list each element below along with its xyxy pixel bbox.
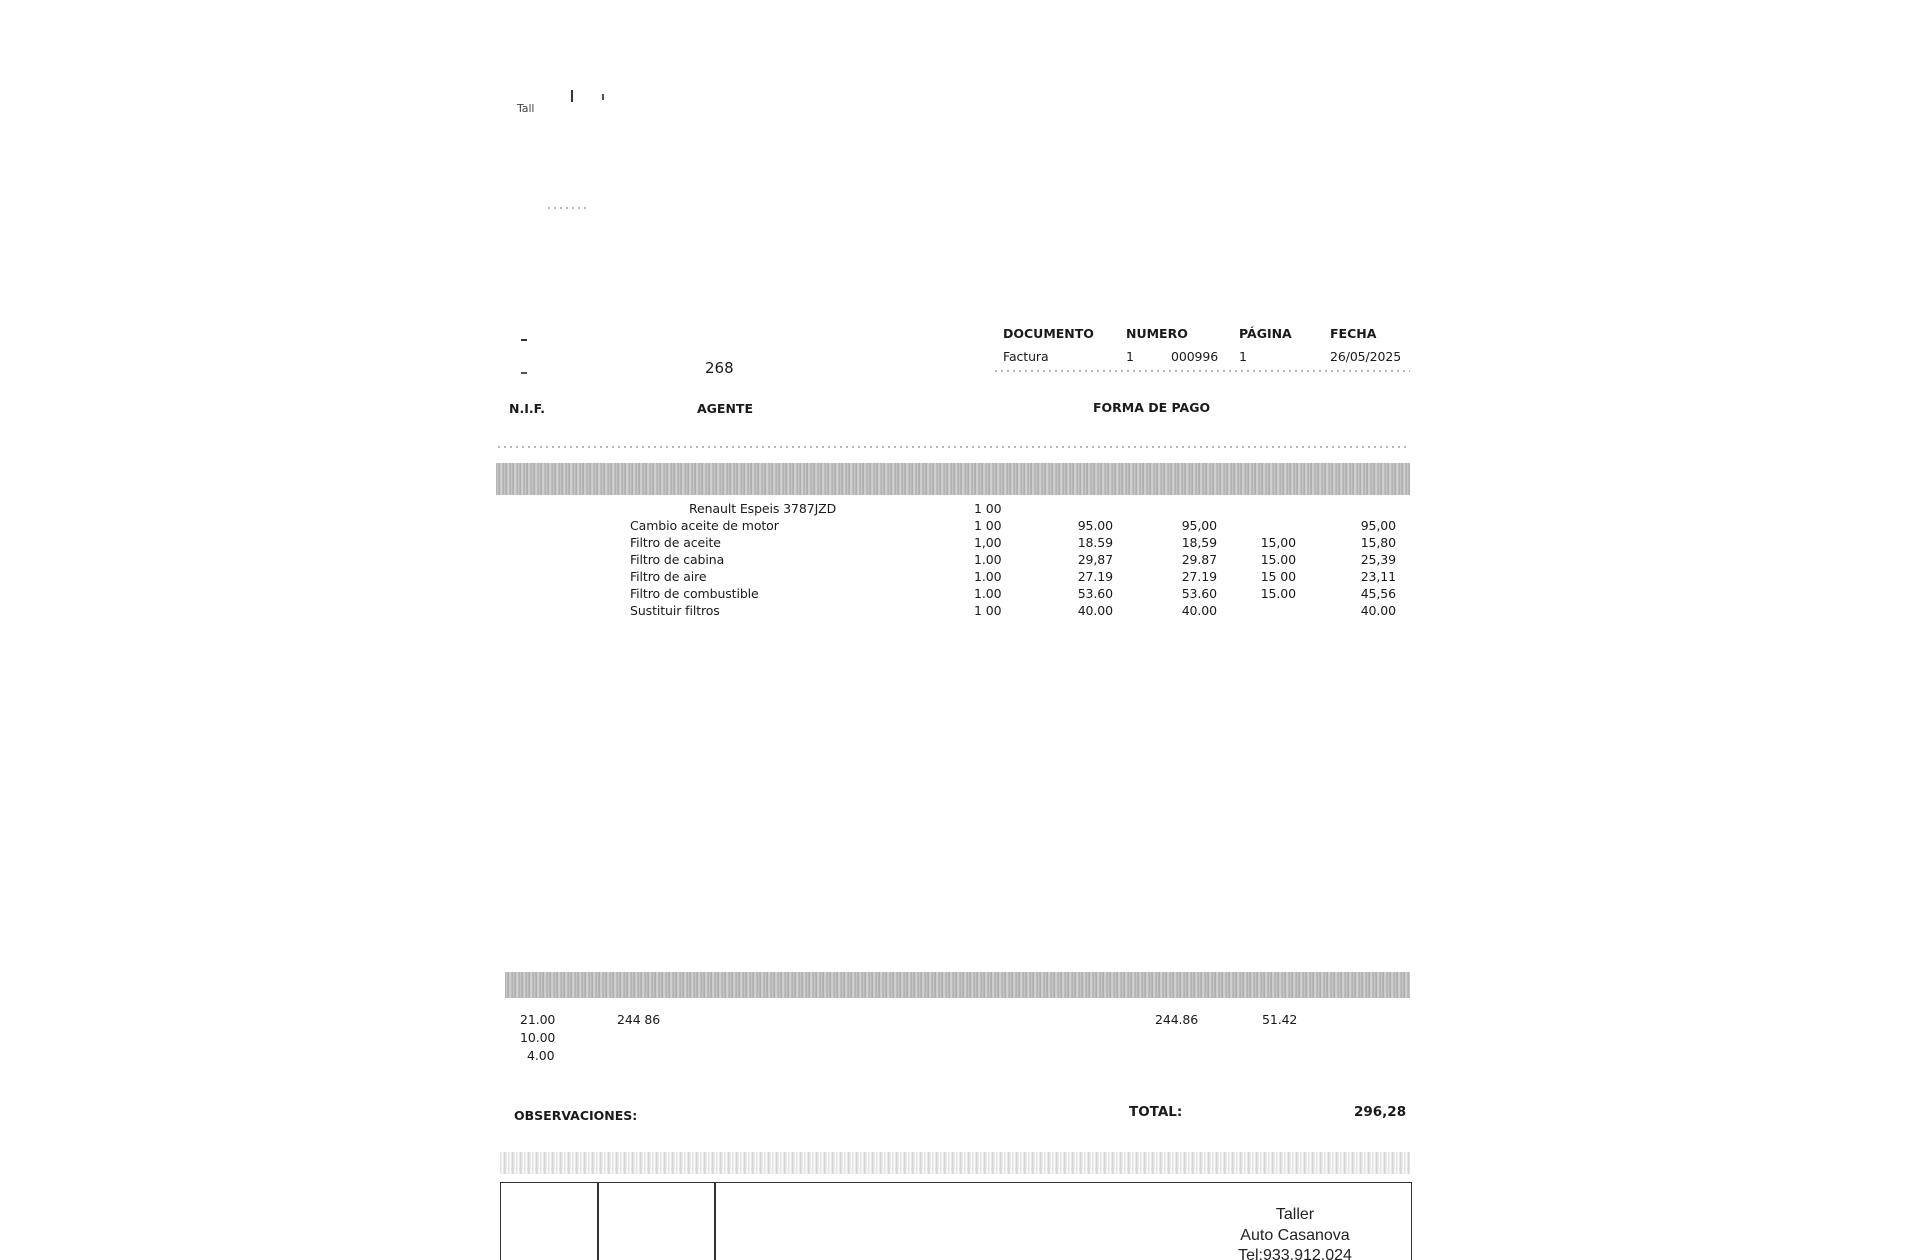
client-code: 268 bbox=[705, 359, 734, 377]
item-discount: 15 00 bbox=[1260, 569, 1296, 584]
tax-header-band bbox=[505, 972, 1410, 998]
item-total: 15,80 bbox=[1360, 535, 1396, 550]
letterhead-fragment: Tall bbox=[517, 102, 535, 115]
item-quantity: 1.00 bbox=[974, 569, 1002, 584]
item-total: 23,11 bbox=[1360, 569, 1396, 584]
tax-base-imponible: 244.86 bbox=[1155, 1012, 1199, 1027]
item-quantity: 1,00 bbox=[974, 535, 1002, 550]
item-amount: 53.60 bbox=[1181, 586, 1217, 601]
item-quantity: 1 00 bbox=[974, 501, 1002, 516]
letterhead-faded-line bbox=[548, 207, 590, 209]
item-amount: 27.19 bbox=[1181, 569, 1217, 584]
total-value: 296,28 bbox=[1354, 1104, 1407, 1120]
item-quantity: 1.00 bbox=[974, 552, 1002, 567]
tax-base: 244 86 bbox=[617, 1012, 661, 1027]
item-description: Cambio aceite de motor bbox=[630, 518, 779, 533]
tax-rate: 10.00 bbox=[520, 1030, 556, 1045]
item-description: Filtro de combustible bbox=[630, 586, 759, 601]
item-amount: 18,59 bbox=[1181, 535, 1217, 550]
item-total: 40.00 bbox=[1360, 603, 1396, 618]
item-discount: 15.00 bbox=[1260, 552, 1296, 567]
item-description: Sustituir filtros bbox=[630, 603, 720, 618]
info-faint-line bbox=[498, 446, 1408, 448]
item-total: 95,00 bbox=[1360, 518, 1396, 533]
item-description: Renault Espeis 3787JZD bbox=[689, 501, 837, 516]
item-description: Filtro de aire bbox=[630, 569, 707, 584]
item-price: 53.60 bbox=[1077, 586, 1113, 601]
label-numero: NUMERO bbox=[1126, 326, 1188, 341]
tax-rate: 4.00 bbox=[527, 1048, 555, 1063]
footer-box-divider bbox=[714, 1182, 716, 1260]
letterhead-mark bbox=[602, 94, 604, 100]
stamp-line: Tel:933.912.024 bbox=[1238, 1247, 1352, 1260]
label-nif: N.I.F. bbox=[509, 401, 546, 416]
item-price: 40.00 bbox=[1077, 603, 1113, 618]
item-price: 29,87 bbox=[1077, 552, 1113, 567]
tax-rate: 21.00 bbox=[520, 1012, 556, 1027]
item-quantity: 1 00 bbox=[974, 603, 1002, 618]
item-amount: 29.87 bbox=[1181, 552, 1217, 567]
value-fecha: 26/05/2025 bbox=[1330, 349, 1402, 364]
letterhead-mark bbox=[571, 90, 573, 102]
item-description: Filtro de aceite bbox=[630, 535, 721, 550]
item-price: 95.00 bbox=[1077, 518, 1113, 533]
stamp-line: Auto Casanova bbox=[1240, 1227, 1350, 1244]
value-numero: 000996 bbox=[1171, 349, 1219, 364]
tax-cuota: 51.42 bbox=[1262, 1012, 1298, 1027]
item-quantity: 1 00 bbox=[974, 518, 1002, 533]
label-agente: AGENTE bbox=[697, 401, 753, 416]
mark-dash bbox=[521, 339, 527, 341]
header-faint-underline bbox=[995, 370, 1410, 372]
item-discount: 15,00 bbox=[1260, 535, 1296, 550]
label-pagina: PÁGINA bbox=[1239, 326, 1292, 341]
item-amount: 95,00 bbox=[1181, 518, 1217, 533]
item-total: 25,39 bbox=[1360, 552, 1396, 567]
value-documento: Factura bbox=[1003, 349, 1049, 364]
label-fecha: FECHA bbox=[1330, 326, 1377, 341]
value-pagina: 1 bbox=[1239, 349, 1247, 364]
items-header-band bbox=[496, 463, 1410, 495]
item-description: Filtro de cabina bbox=[630, 552, 725, 567]
footer-noise-band bbox=[500, 1152, 1410, 1174]
item-price: 27.19 bbox=[1077, 569, 1113, 584]
value-serie: 1 bbox=[1126, 349, 1134, 364]
stamp-line: Taller bbox=[1275, 1206, 1315, 1223]
item-total: 45,56 bbox=[1360, 586, 1396, 601]
item-price: 18.59 bbox=[1077, 535, 1113, 550]
item-discount: 15.00 bbox=[1260, 586, 1296, 601]
mark-dash bbox=[521, 372, 527, 374]
footer-box-divider bbox=[597, 1182, 599, 1260]
item-quantity: 1.00 bbox=[974, 586, 1002, 601]
item-amount: 40.00 bbox=[1181, 603, 1217, 618]
label-total: TOTAL: bbox=[1129, 1104, 1183, 1120]
label-documento: DOCUMENTO bbox=[1003, 326, 1094, 341]
label-observaciones: OBSERVACIONES: bbox=[514, 1108, 638, 1123]
label-forma-pago: FORMA DE PAGO bbox=[1093, 400, 1211, 415]
